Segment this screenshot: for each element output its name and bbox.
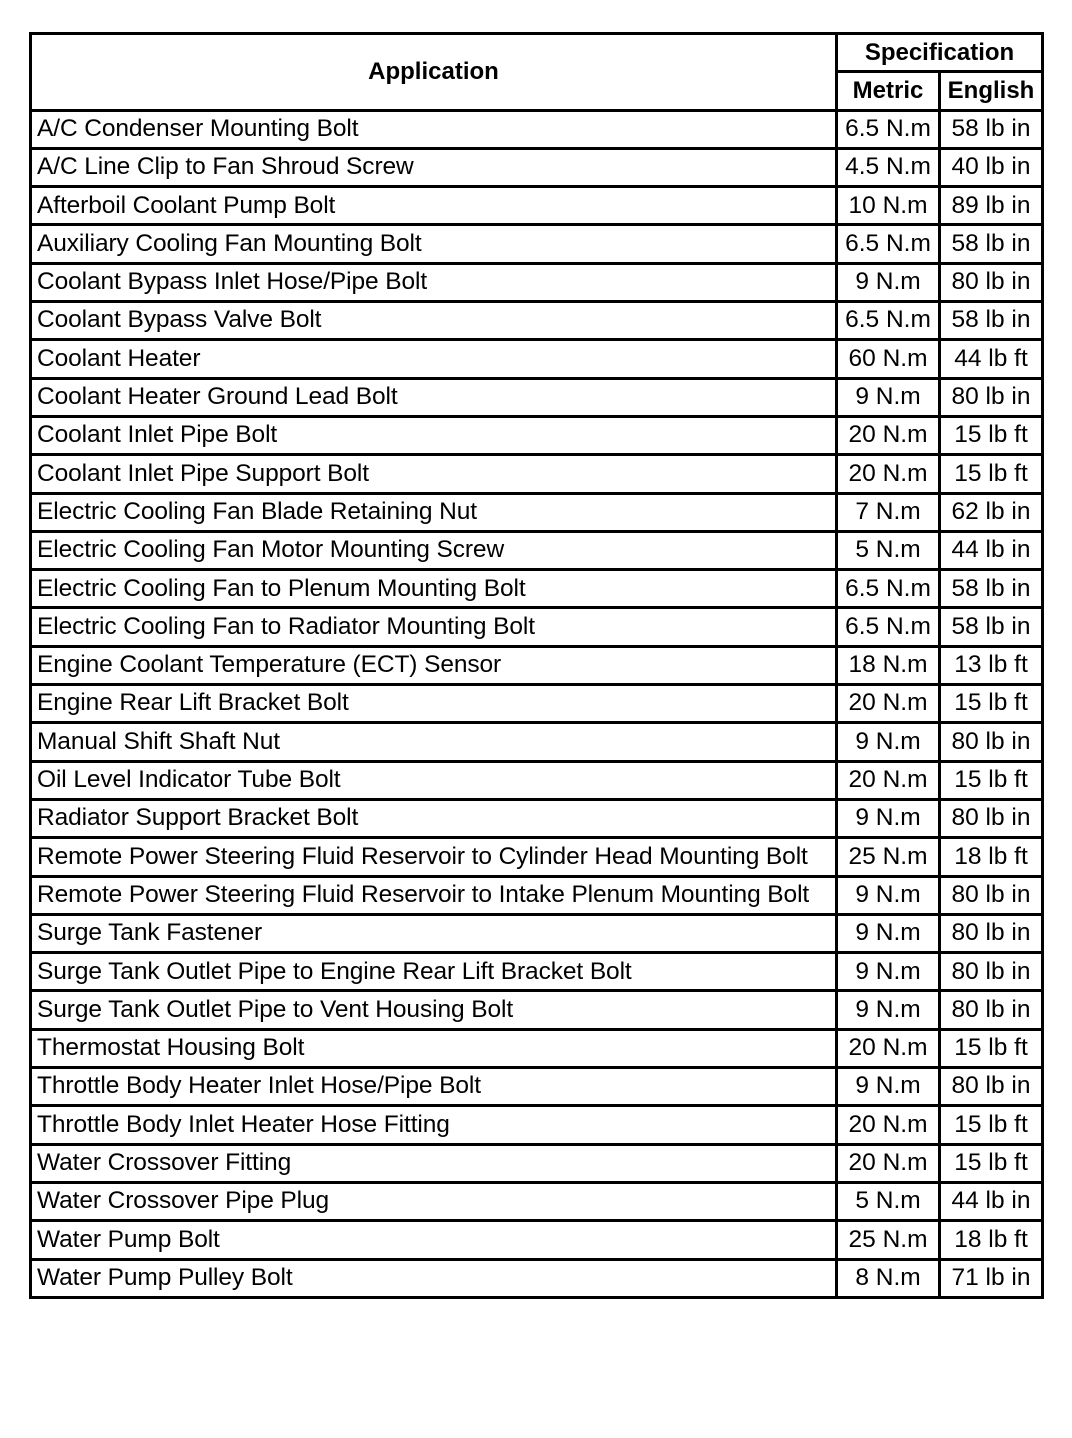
metric-cell: 10 N.m	[837, 187, 940, 225]
english-cell: 58 lb in	[940, 570, 1043, 608]
english-cell: 18 lb ft	[940, 838, 1043, 876]
metric-cell: 5 N.m	[837, 1182, 940, 1220]
table-row	[31, 838, 1043, 876]
application-cell: Coolant Inlet Pipe Support Bolt	[31, 455, 837, 493]
english-cell: 80 lb in	[940, 263, 1043, 301]
table-row	[31, 685, 1043, 723]
metric-cell: 20 N.m	[837, 1106, 940, 1144]
metric-cell: 9 N.m	[837, 263, 940, 301]
application-cell: Water Crossover Pipe Plug	[31, 1182, 837, 1220]
metric-cell: 8 N.m	[837, 1259, 940, 1297]
table-row	[31, 1029, 1043, 1067]
metric-cell: 9 N.m	[837, 1068, 940, 1106]
table-row	[31, 148, 1043, 186]
metric-header: Metric	[837, 72, 940, 110]
metric-cell: 25 N.m	[837, 1221, 940, 1259]
application-cell: Surge Tank Fastener	[31, 914, 837, 952]
table-row	[31, 225, 1043, 263]
english-cell: 15 lb ft	[940, 685, 1043, 723]
english-cell: 15 lb ft	[940, 1106, 1043, 1144]
english-header: English	[940, 72, 1043, 110]
application-cell: Throttle Body Inlet Heater Hose Fitting	[31, 1106, 837, 1144]
table-row	[31, 1144, 1043, 1182]
header-row-top	[31, 34, 1043, 72]
english-cell: 80 lb in	[940, 799, 1043, 837]
metric-cell: 20 N.m	[837, 761, 940, 799]
application-cell: Coolant Heater Ground Lead Bolt	[31, 378, 837, 416]
english-cell: 89 lb in	[940, 187, 1043, 225]
table-row	[31, 608, 1043, 646]
metric-cell: 60 N.m	[837, 340, 940, 378]
table-row	[31, 1221, 1043, 1259]
metric-cell: 6.5 N.m	[837, 110, 940, 148]
application-cell: Throttle Body Heater Inlet Hose/Pipe Bolt	[31, 1068, 837, 1106]
application-cell: Remote Power Steering Fluid Reservoir to Cylinder Head Mounting Bolt	[31, 838, 837, 876]
table-row	[31, 799, 1043, 837]
application-cell: Remote Power Steering Fluid Reservoir to Intake Plenum Mounting Bolt	[31, 876, 837, 914]
application-cell: Water Pump Bolt	[31, 1221, 837, 1259]
application-cell: Electric Cooling Fan to Plenum Mounting Bolt	[31, 570, 837, 608]
application-cell: Coolant Inlet Pipe Bolt	[31, 416, 837, 454]
application-cell: Auxiliary Cooling Fan Mounting Bolt	[31, 225, 837, 263]
english-cell: 80 lb in	[940, 953, 1043, 991]
english-cell: 44 lb in	[940, 1182, 1043, 1220]
metric-cell: 9 N.m	[837, 723, 940, 761]
table-body	[31, 110, 1043, 1297]
application-cell: Thermostat Housing Bolt	[31, 1029, 837, 1067]
application-cell: Coolant Bypass Inlet Hose/Pipe Bolt	[31, 263, 837, 301]
english-cell: 80 lb in	[940, 378, 1043, 416]
metric-cell: 6.5 N.m	[837, 570, 940, 608]
english-cell: 58 lb in	[940, 302, 1043, 340]
application-cell: Manual Shift Shaft Nut	[31, 723, 837, 761]
metric-cell: 6.5 N.m	[837, 608, 940, 646]
english-cell: 44 lb ft	[940, 340, 1043, 378]
metric-cell: 5 N.m	[837, 531, 940, 569]
english-cell: 80 lb in	[940, 1068, 1043, 1106]
table-row	[31, 187, 1043, 225]
application-cell: Surge Tank Outlet Pipe to Vent Housing Bolt	[31, 991, 837, 1029]
english-cell: 62 lb in	[940, 493, 1043, 531]
metric-cell: 20 N.m	[837, 455, 940, 493]
english-cell: 58 lb in	[940, 225, 1043, 263]
table-row	[31, 646, 1043, 684]
english-cell: 80 lb in	[940, 914, 1043, 952]
english-cell: 13 lb ft	[940, 646, 1043, 684]
english-cell: 15 lb ft	[940, 455, 1043, 493]
table-row	[31, 991, 1043, 1029]
application-cell: Oil Level Indicator Tube Bolt	[31, 761, 837, 799]
table-row	[31, 531, 1043, 569]
application-cell: A/C Line Clip to Fan Shroud Screw	[31, 148, 837, 186]
application-cell: Surge Tank Outlet Pipe to Engine Rear Lift Bracket Bolt	[31, 953, 837, 991]
table-row	[31, 761, 1043, 799]
english-cell: 58 lb in	[940, 608, 1043, 646]
table-row	[31, 953, 1043, 991]
table-header	[31, 34, 1043, 111]
application-cell: Electric Cooling Fan Blade Retaining Nut	[31, 493, 837, 531]
application-cell: Radiator Support Bracket Bolt	[31, 799, 837, 837]
table-row	[31, 493, 1043, 531]
table-row	[31, 1068, 1043, 1106]
specification-header: Specification	[837, 34, 1043, 72]
table-row	[31, 302, 1043, 340]
application-cell: A/C Condenser Mounting Bolt	[31, 110, 837, 148]
english-cell: 15 lb ft	[940, 1144, 1043, 1182]
application-cell: Water Crossover Fitting	[31, 1144, 837, 1182]
table-row	[31, 723, 1043, 761]
table-row	[31, 378, 1043, 416]
english-cell: 80 lb in	[940, 991, 1043, 1029]
application-cell: Engine Rear Lift Bracket Bolt	[31, 685, 837, 723]
metric-cell: 20 N.m	[837, 1144, 940, 1182]
application-cell: Electric Cooling Fan Motor Mounting Screw	[31, 531, 837, 569]
metric-cell: 20 N.m	[837, 1029, 940, 1067]
metric-cell: 20 N.m	[837, 685, 940, 723]
metric-cell: 9 N.m	[837, 876, 940, 914]
english-cell: 40 lb in	[940, 148, 1043, 186]
application-cell: Coolant Bypass Valve Bolt	[31, 302, 837, 340]
table-row	[31, 263, 1043, 301]
table-row	[31, 455, 1043, 493]
application-cell: Coolant Heater	[31, 340, 837, 378]
english-cell: 15 lb ft	[940, 761, 1043, 799]
application-cell: Afterboil Coolant Pump Bolt	[31, 187, 837, 225]
table-row	[31, 1259, 1043, 1297]
english-cell: 80 lb in	[940, 876, 1043, 914]
table-row	[31, 914, 1043, 952]
table-row	[31, 876, 1043, 914]
english-cell: 58 lb in	[940, 110, 1043, 148]
english-cell: 71 lb in	[940, 1259, 1043, 1297]
metric-cell: 18 N.m	[837, 646, 940, 684]
english-cell: 18 lb ft	[940, 1221, 1043, 1259]
metric-cell: 25 N.m	[837, 838, 940, 876]
application-header: Application	[31, 34, 837, 111]
table-row	[31, 416, 1043, 454]
metric-cell: 20 N.m	[837, 416, 940, 454]
english-cell: 15 lb ft	[940, 1029, 1043, 1067]
table-row	[31, 340, 1043, 378]
metric-cell: 7 N.m	[837, 493, 940, 531]
fastener-spec-table	[29, 32, 1044, 1299]
english-cell: 44 lb in	[940, 531, 1043, 569]
metric-cell: 6.5 N.m	[837, 302, 940, 340]
metric-cell: 6.5 N.m	[837, 225, 940, 263]
table-row	[31, 1182, 1043, 1220]
english-cell: 80 lb in	[940, 723, 1043, 761]
table-row	[31, 570, 1043, 608]
application-cell: Water Pump Pulley Bolt	[31, 1259, 837, 1297]
application-cell: Electric Cooling Fan to Radiator Mounting Bolt	[31, 608, 837, 646]
english-cell: 15 lb ft	[940, 416, 1043, 454]
table-row	[31, 1106, 1043, 1144]
metric-cell: 9 N.m	[837, 799, 940, 837]
metric-cell: 9 N.m	[837, 378, 940, 416]
application-cell: Engine Coolant Temperature (ECT) Sensor	[31, 646, 837, 684]
table-row	[31, 110, 1043, 148]
metric-cell: 9 N.m	[837, 953, 940, 991]
metric-cell: 9 N.m	[837, 991, 940, 1029]
metric-cell: 4.5 N.m	[837, 148, 940, 186]
metric-cell: 9 N.m	[837, 914, 940, 952]
